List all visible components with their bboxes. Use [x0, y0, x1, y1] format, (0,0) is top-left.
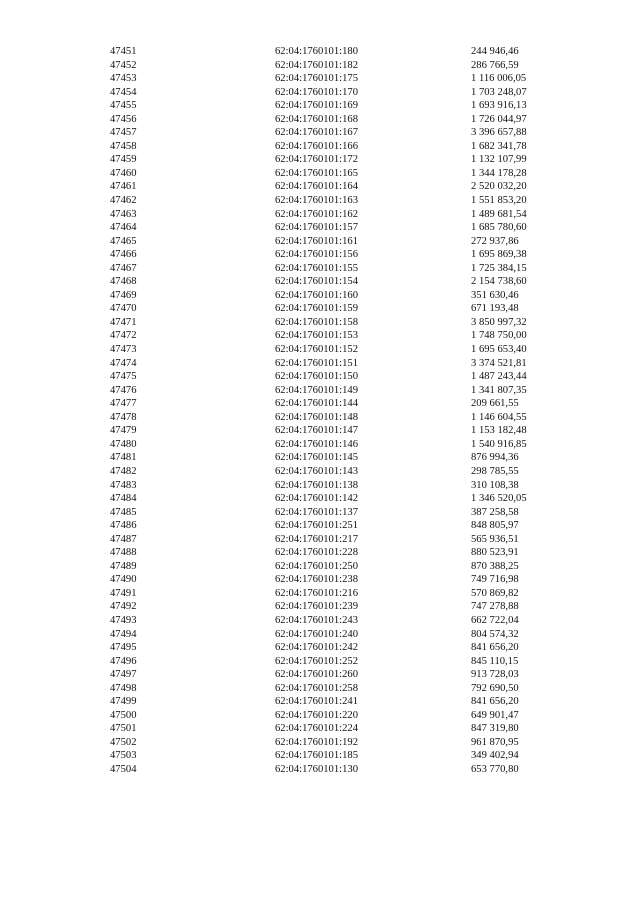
table-row [0, 587, 640, 601]
row-number: 47470 [110, 303, 137, 315]
table-row [0, 641, 640, 655]
table-row [0, 722, 640, 736]
cadastral-value: 662 722,04 [471, 614, 519, 626]
cadastral-number: 62:04:1760101:165 [275, 167, 358, 179]
cadastral-value: 1 725 384,15 [471, 262, 527, 274]
cadastral-value: 876 994,36 [471, 452, 519, 464]
cadastral-number: 62:04:1760101:169 [275, 100, 358, 112]
row-number: 47467 [110, 262, 137, 274]
row-number: 47466 [110, 249, 137, 261]
row-number: 47494 [110, 628, 137, 640]
cadastral-number: 62:04:1760101:243 [275, 614, 358, 626]
cadastral-number: 62:04:1760101:239 [275, 601, 358, 613]
row-number: 47499 [110, 696, 137, 708]
cadastral-number: 62:04:1760101:250 [275, 560, 358, 572]
table-row [0, 221, 640, 235]
table-row [0, 506, 640, 520]
cadastral-number: 62:04:1760101:241 [275, 696, 358, 708]
cadastral-number: 62:04:1760101:185 [275, 750, 358, 762]
row-number: 47475 [110, 371, 137, 383]
row-number: 47491 [110, 587, 137, 599]
cadastral-number: 62:04:1760101:148 [275, 411, 358, 423]
cadastral-value: 298 785,55 [471, 465, 519, 477]
cadastral-number: 62:04:1760101:240 [275, 628, 358, 640]
table-row [0, 99, 640, 113]
cadastral-value: 913 728,03 [471, 669, 519, 681]
cadastral-value: 1 146 604,55 [471, 411, 527, 423]
cadastral-number: 62:04:1760101:160 [275, 289, 358, 301]
table-row [0, 126, 640, 140]
table-row [0, 329, 640, 343]
row-number: 47461 [110, 181, 137, 193]
cadastral-number: 62:04:1760101:163 [275, 195, 358, 207]
table-row [0, 546, 640, 560]
table-row [0, 194, 640, 208]
table-row [0, 655, 640, 669]
cadastral-number: 62:04:1760101:242 [275, 642, 358, 654]
cadastral-value: 1 695 869,38 [471, 249, 527, 261]
row-number: 47469 [110, 289, 137, 301]
cadastral-value: 387 258,58 [471, 506, 519, 518]
cadastral-value: 870 388,25 [471, 560, 519, 572]
cadastral-value: 310 108,38 [471, 479, 519, 491]
cadastral-value: 845 110,15 [471, 655, 519, 667]
row-number: 47496 [110, 655, 137, 667]
row-number: 47462 [110, 195, 137, 207]
row-number: 47456 [110, 113, 137, 125]
row-number: 47503 [110, 750, 137, 762]
cadastral-value: 1 132 107,99 [471, 154, 527, 166]
cadastral-value: 1 153 182,48 [471, 425, 527, 437]
cadastral-value: 1 726 044,97 [471, 113, 527, 125]
row-number: 47486 [110, 520, 137, 532]
row-number: 47465 [110, 235, 137, 247]
row-number: 47458 [110, 140, 137, 152]
cadastral-value: 565 936,51 [471, 533, 519, 545]
table-row [0, 411, 640, 425]
table-row [0, 465, 640, 479]
cadastral-value: 3 374 521,81 [471, 357, 527, 369]
table-row [0, 235, 640, 249]
row-number: 47484 [110, 493, 137, 505]
table-row [0, 153, 640, 167]
cadastral-number: 62:04:1760101:170 [275, 86, 358, 98]
table-row [0, 492, 640, 506]
cadastral-number: 62:04:1760101:157 [275, 222, 358, 234]
row-number: 47504 [110, 763, 137, 775]
row-number: 47455 [110, 100, 137, 112]
table-row [0, 289, 640, 303]
row-number: 47457 [110, 127, 137, 139]
cadastral-number: 62:04:1760101:251 [275, 520, 358, 532]
cadastral-value: 1 341 807,35 [471, 384, 527, 396]
table-row [0, 302, 640, 316]
cadastral-value: 880 523,91 [471, 547, 519, 559]
cadastral-value: 570 869,82 [471, 587, 519, 599]
table-row [0, 438, 640, 452]
cadastral-value: 841 656,20 [471, 696, 519, 708]
table-row [0, 736, 640, 750]
cadastral-value: 848 805,97 [471, 520, 519, 532]
table-row [0, 451, 640, 465]
table-row [0, 573, 640, 587]
cadastral-number: 62:04:1760101:216 [275, 587, 358, 599]
table-row [0, 479, 640, 493]
row-number: 47487 [110, 533, 137, 545]
cadastral-value: 351 630,46 [471, 289, 519, 301]
table-row [0, 357, 640, 371]
cadastral-number: 62:04:1760101:180 [275, 46, 358, 57]
cadastral-number: 62:04:1760101:238 [275, 574, 358, 586]
cadastral-value: 244 946,46 [471, 46, 519, 57]
cadastral-value: 272 937,86 [471, 235, 519, 247]
row-number: 47460 [110, 167, 137, 179]
cadastral-value: 1 685 780,60 [471, 222, 527, 234]
row-number: 47474 [110, 357, 137, 369]
cadastral-number: 62:04:1760101:138 [275, 479, 358, 491]
cadastral-number: 62:04:1760101:228 [275, 547, 358, 559]
cadastral-value: 1 489 681,54 [471, 208, 527, 220]
table-row [0, 262, 640, 276]
cadastral-number: 62:04:1760101:155 [275, 262, 358, 274]
row-number: 47471 [110, 316, 137, 328]
table-row [0, 59, 640, 73]
cadastral-number: 62:04:1760101:153 [275, 330, 358, 342]
row-number: 47452 [110, 59, 137, 71]
cadastral-number: 62:04:1760101:146 [275, 438, 358, 450]
cadastral-number: 62:04:1760101:158 [275, 316, 358, 328]
cadastral-number: 62:04:1760101:152 [275, 344, 358, 356]
cadastral-value: 649 901,47 [471, 709, 519, 721]
cadastral-value: 671 193,48 [471, 303, 519, 315]
table-row [0, 180, 640, 194]
cadastral-number: 62:04:1760101:149 [275, 384, 358, 396]
cadastral-value: 2 154 738,60 [471, 276, 527, 288]
table-row [0, 560, 640, 574]
table-row [0, 343, 640, 357]
table-row [0, 72, 640, 86]
cadastral-number: 62:04:1760101:144 [275, 398, 358, 410]
table-row [0, 248, 640, 262]
row-number: 47472 [110, 330, 137, 342]
row-number: 47502 [110, 736, 137, 748]
row-number: 47488 [110, 547, 137, 559]
row-number: 47483 [110, 479, 137, 491]
cadastral-number: 62:04:1760101:182 [275, 59, 358, 71]
table-row [0, 614, 640, 628]
row-number: 47482 [110, 465, 137, 477]
table-row [0, 370, 640, 384]
row-number: 47498 [110, 682, 137, 694]
table-row [0, 275, 640, 289]
cadastral-number: 62:04:1760101:159 [275, 303, 358, 315]
row-number: 47479 [110, 425, 137, 437]
row-number: 47497 [110, 669, 137, 681]
cadastral-value: 1 748 750,00 [471, 330, 527, 342]
table-row [0, 424, 640, 438]
cadastral-value: 1 703 248,07 [471, 86, 527, 98]
row-number: 47481 [110, 452, 137, 464]
row-number: 47493 [110, 614, 137, 626]
cadastral-value: 1 693 916,13 [471, 100, 527, 112]
table-row [0, 208, 640, 222]
cadastral-number: 62:04:1760101:145 [275, 452, 358, 464]
cadastral-number: 62:04:1760101:172 [275, 154, 358, 166]
cadastral-number: 62:04:1760101:161 [275, 235, 358, 247]
cadastral-number: 62:04:1760101:150 [275, 371, 358, 383]
row-number: 47473 [110, 344, 137, 356]
cadastral-number: 62:04:1760101:130 [275, 763, 358, 775]
table-row [0, 763, 640, 777]
cadastral-number: 62:04:1760101:147 [275, 425, 358, 437]
cadastral-value: 847 319,80 [471, 723, 519, 735]
cadastral-value: 841 656,20 [471, 642, 519, 654]
table-row [0, 384, 640, 398]
cadastral-value: 1 695 653,40 [471, 344, 527, 356]
cadastral-number: 62:04:1760101:252 [275, 655, 358, 667]
row-number: 47464 [110, 222, 137, 234]
table-row [0, 167, 640, 181]
cadastral-value: 3 850 997,32 [471, 316, 527, 328]
table-row [0, 113, 640, 127]
cadastral-number: 62:04:1760101:192 [275, 736, 358, 748]
cadastral-number: 62:04:1760101:258 [275, 682, 358, 694]
row-number: 47501 [110, 723, 137, 735]
cadastral-value: 1 487 243,44 [471, 371, 527, 383]
table-row [0, 533, 640, 547]
cadastral-number: 62:04:1760101:162 [275, 208, 358, 220]
cadastral-value: 1 346 520,05 [471, 493, 527, 505]
row-number: 47492 [110, 601, 137, 613]
row-number: 47454 [110, 86, 137, 98]
row-number: 47459 [110, 154, 137, 166]
row-number: 47485 [110, 506, 137, 518]
cadastral-value: 804 574,32 [471, 628, 519, 640]
cadastral-number: 62:04:1760101:167 [275, 127, 358, 139]
cadastral-value: 2 520 032,20 [471, 181, 527, 193]
table-row [0, 397, 640, 411]
table-row [0, 600, 640, 614]
table-row [0, 709, 640, 723]
table-row [0, 45, 640, 59]
cadastral-number: 62:04:1760101:224 [275, 723, 358, 735]
cadastral-number: 62:04:1760101:156 [275, 249, 358, 261]
cadastral-number: 62:04:1760101:260 [275, 669, 358, 681]
row-number: 47480 [110, 438, 137, 450]
cadastral-value: 1 540 916,85 [471, 438, 527, 450]
row-number: 47500 [110, 709, 137, 721]
table-row [0, 628, 640, 642]
cadastral-number: 62:04:1760101:220 [275, 709, 358, 721]
table-row [0, 682, 640, 696]
cadastral-value: 1 344 178,28 [471, 167, 527, 179]
table-row [0, 519, 640, 533]
cadastral-value: 3 396 657,88 [471, 127, 527, 139]
table-row [0, 86, 640, 100]
cadastral-value: 961 870,95 [471, 736, 519, 748]
row-number: 47476 [110, 384, 137, 396]
cadastral-number: 62:04:1760101:137 [275, 506, 358, 518]
cadastral-number: 62:04:1760101:175 [275, 73, 358, 85]
row-number: 47468 [110, 276, 137, 288]
row-number: 47477 [110, 398, 137, 410]
cadastral-number: 62:04:1760101:154 [275, 276, 358, 288]
cadastral-value: 747 278,88 [471, 601, 519, 613]
cadastral-value: 1 551 853,20 [471, 195, 527, 207]
row-number: 47478 [110, 411, 137, 423]
row-number: 47490 [110, 574, 137, 586]
row-number: 47463 [110, 208, 137, 220]
cadastral-value: 1 116 006,05 [471, 73, 527, 85]
cadastral-value: 749 716,98 [471, 574, 519, 586]
cadastral-number: 62:04:1760101:142 [275, 493, 358, 505]
row-number: 47495 [110, 642, 137, 654]
cadastral-value: 349 402,94 [471, 750, 519, 762]
data-table [0, 45, 640, 777]
table-row [0, 668, 640, 682]
row-number: 47453 [110, 73, 137, 85]
table-row [0, 749, 640, 763]
cadastral-number: 62:04:1760101:164 [275, 181, 358, 193]
cadastral-number: 62:04:1760101:151 [275, 357, 358, 369]
cadastral-value: 1 682 341,78 [471, 140, 527, 152]
cadastral-number: 62:04:1760101:143 [275, 465, 358, 477]
row-number: 47489 [110, 560, 137, 572]
cadastral-number: 62:04:1760101:166 [275, 140, 358, 152]
cadastral-value: 209 661,55 [471, 398, 519, 410]
cadastral-value: 792 690,50 [471, 682, 519, 694]
table-row [0, 695, 640, 709]
cadastral-value: 653 770,80 [471, 763, 519, 775]
cadastral-value: 286 766,59 [471, 59, 519, 71]
table-row [0, 140, 640, 154]
table-row [0, 316, 640, 330]
row-number: 47451 [110, 46, 137, 57]
cadastral-number: 62:04:1760101:217 [275, 533, 358, 545]
cadastral-number: 62:04:1760101:168 [275, 113, 358, 125]
